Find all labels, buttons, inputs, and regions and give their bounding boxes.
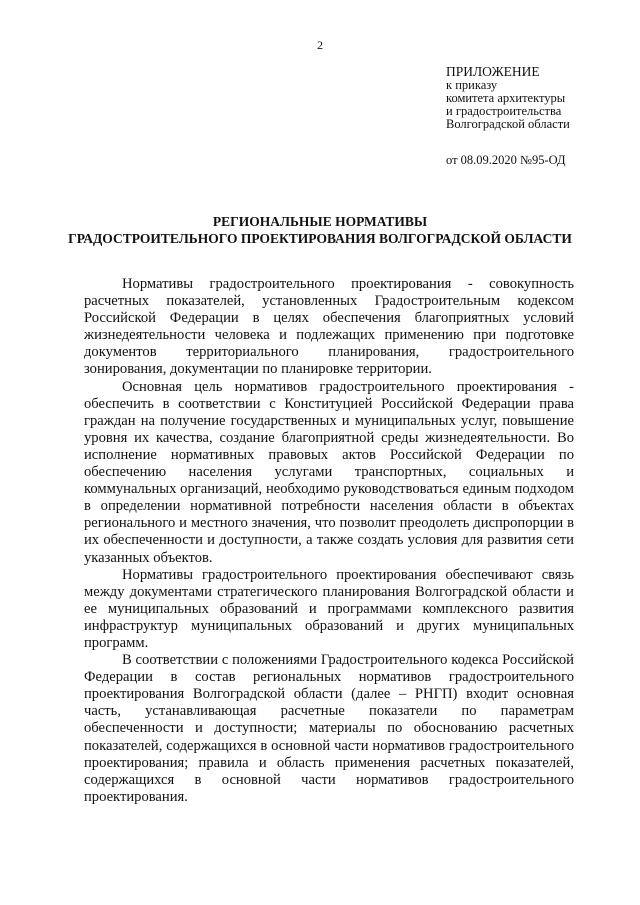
appendix-line: комитета архитектуры: [446, 91, 566, 105]
appendix-block: [446, 64, 626, 167]
title-line-1: РЕГИОНАЛЬНЫЕ НОРМАТИВЫ: [212, 214, 428, 229]
page-number: 2: [317, 38, 323, 52]
appendix-line: Волгоградской области: [446, 117, 570, 131]
appendix-line: и градостроительства: [446, 104, 562, 118]
order-date-number: от 08.09.2020 №95-ОД: [446, 153, 566, 167]
paragraph: Основная цель нормативов градостроительного проектирования - обеспечить в соответствии с Конституцией Российской Федерации права граждан на получение государственных и муниципальных услуг, повышение уровня их качества, создание благоприятной среды жизнедеятельности. Во исполнение нормативных правовых актов Российской Федерации по обеспечению населения услугами транспортных, социальных и коммунальных организаций, необходимо руководствоваться единым подходом в определении нормативной потребности населения области в объектах регионального и местного значения, что позволит преодолеть диспропорции в их обеспеченности и доступности, а также создать условия для развития сети указанных объектов.: [84, 378, 574, 566]
appendix-heading: ПРИЛОЖЕНИЕ: [446, 64, 540, 79]
title-line-2: ГРАДОСТРОИТЕЛЬНОГО ПРОЕКТИРОВАНИЯ ВОЛГОГРАДСКОЙ ОБЛАСТИ: [68, 231, 572, 246]
document-body: [84, 276, 574, 806]
paragraph: Нормативы градостроительного проектирования обеспечивают связь между документами стратегического планирования Волгоградской области и ее муниципальных образований и программами комплексного развития инфраструктур муниципальных образований и других муниципальных программ.: [84, 566, 574, 651]
document-title: [0, 213, 640, 247]
appendix-line: к приказу: [446, 78, 498, 92]
paragraph: В соответствии с положениями Градостроительного кодекса Российской Федерации в состав региональных нормативов градостроительного проектирования Волгоградской области (далее – РНГП) входит основная часть, устанавливающая расчетные показатели по параметрам обеспеченности и доступности; материалы по обоснованию расчетных показателей, содержащихся в основной части нормативов градостроительного проектирования; правила и область применения расчетных показателей, содержащихся в основной части нормативов градостроительного проектирования.: [84, 652, 574, 805]
paragraph: Нормативы градостроительного проектирования - совокупность расчетных показателей, установленных Градостроительным кодексом Российской Федерации в целях обеспечения благоприятных условий жизнедеятельности человека и подлежащих применению при подготовке документов территориального планирования, градостроительного зонирования, документации по планировке территории.: [84, 276, 574, 378]
